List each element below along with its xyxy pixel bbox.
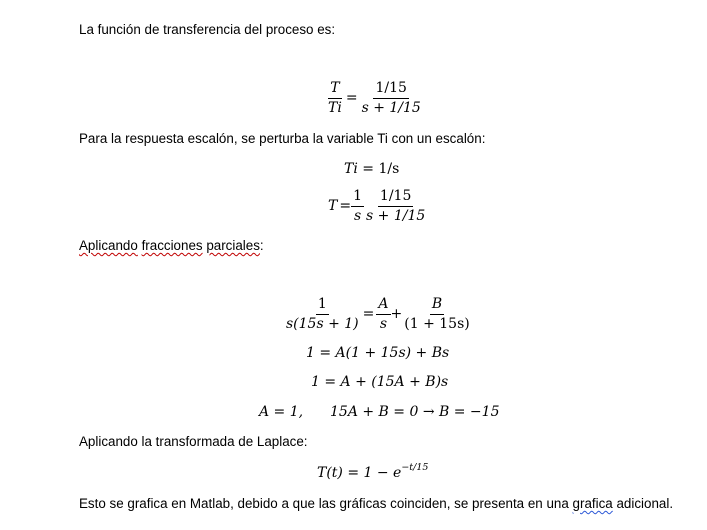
step-response-text: Para la respuesta escalón, se perturba la variable Ti con un escalón:: [79, 131, 486, 146]
eq4-a-denominator: s: [379, 316, 388, 332]
step-input-equation: [344, 161, 399, 178]
coefficient-solution-a: A = 1,: [259, 404, 304, 420]
eq8-base: T(t) = 1 − e: [317, 465, 402, 481]
word-grafica: grafica: [572, 496, 613, 511]
eq2-lhs: Ti: [344, 161, 358, 177]
eq3-lhs: T: [328, 198, 338, 214]
eq4-lhs-denominator: s(15s + 1): [286, 316, 359, 332]
coefficient-equation-1: 1 = A(1 + 15s) + Bs: [306, 345, 450, 361]
eq1-rhs-numerator: 1/15: [373, 80, 408, 99]
coefficient-solution-b: 15A + B = 0 → B = −15: [330, 404, 500, 420]
transfer-function-equation: [326, 80, 423, 117]
eq4-equals: =: [362, 306, 375, 322]
closing-text: Esto se grafica en Matlab, debido a que las gráficas coinciden, se presenta en una grafica adicional.: [79, 496, 674, 511]
eq3-f2-denominator: s + 1/15: [366, 208, 426, 224]
eq3-f1-numerator: 1: [351, 188, 364, 207]
word-aplicando: Aplicando: [79, 238, 138, 253]
output-equation: [326, 188, 427, 225]
time-response-equation: [317, 462, 429, 482]
eq2-rhs: = 1/s: [357, 161, 400, 177]
eq3-f1-denominator: s: [353, 208, 362, 224]
eq1-lhs-numerator: T: [328, 80, 341, 99]
word-fracciones: fracciones: [141, 238, 203, 253]
partial-fractions-text: Aplicando fracciones parciales:: [79, 238, 264, 253]
eq4-b-denominator: (1 + 15s): [404, 316, 470, 332]
eq3-equals: =: [339, 198, 352, 214]
eq4-b-numerator: B: [430, 296, 444, 315]
eq3-f2-numerator: 1/15: [378, 188, 413, 207]
partial-fraction-equation: [284, 296, 472, 333]
eq8-exponent: −t/15: [401, 462, 429, 473]
laplace-text: Aplicando la transformada de Laplace:: [79, 434, 308, 449]
eq4-lhs-numerator: 1: [316, 296, 329, 315]
eq4-plus: +: [390, 306, 403, 322]
eq4-a-numerator: A: [376, 296, 390, 315]
coefficient-equation-2: 1 = A + (15A + B)s: [311, 374, 449, 390]
eq1-equals: =: [345, 90, 358, 106]
eq1-rhs-denominator: s + 1/15: [361, 100, 421, 116]
word-parciales: parciales: [206, 238, 260, 253]
intro-text: La función de transferencia del proceso es:: [79, 22, 336, 37]
eq1-lhs-denominator: Ti: [328, 100, 342, 116]
